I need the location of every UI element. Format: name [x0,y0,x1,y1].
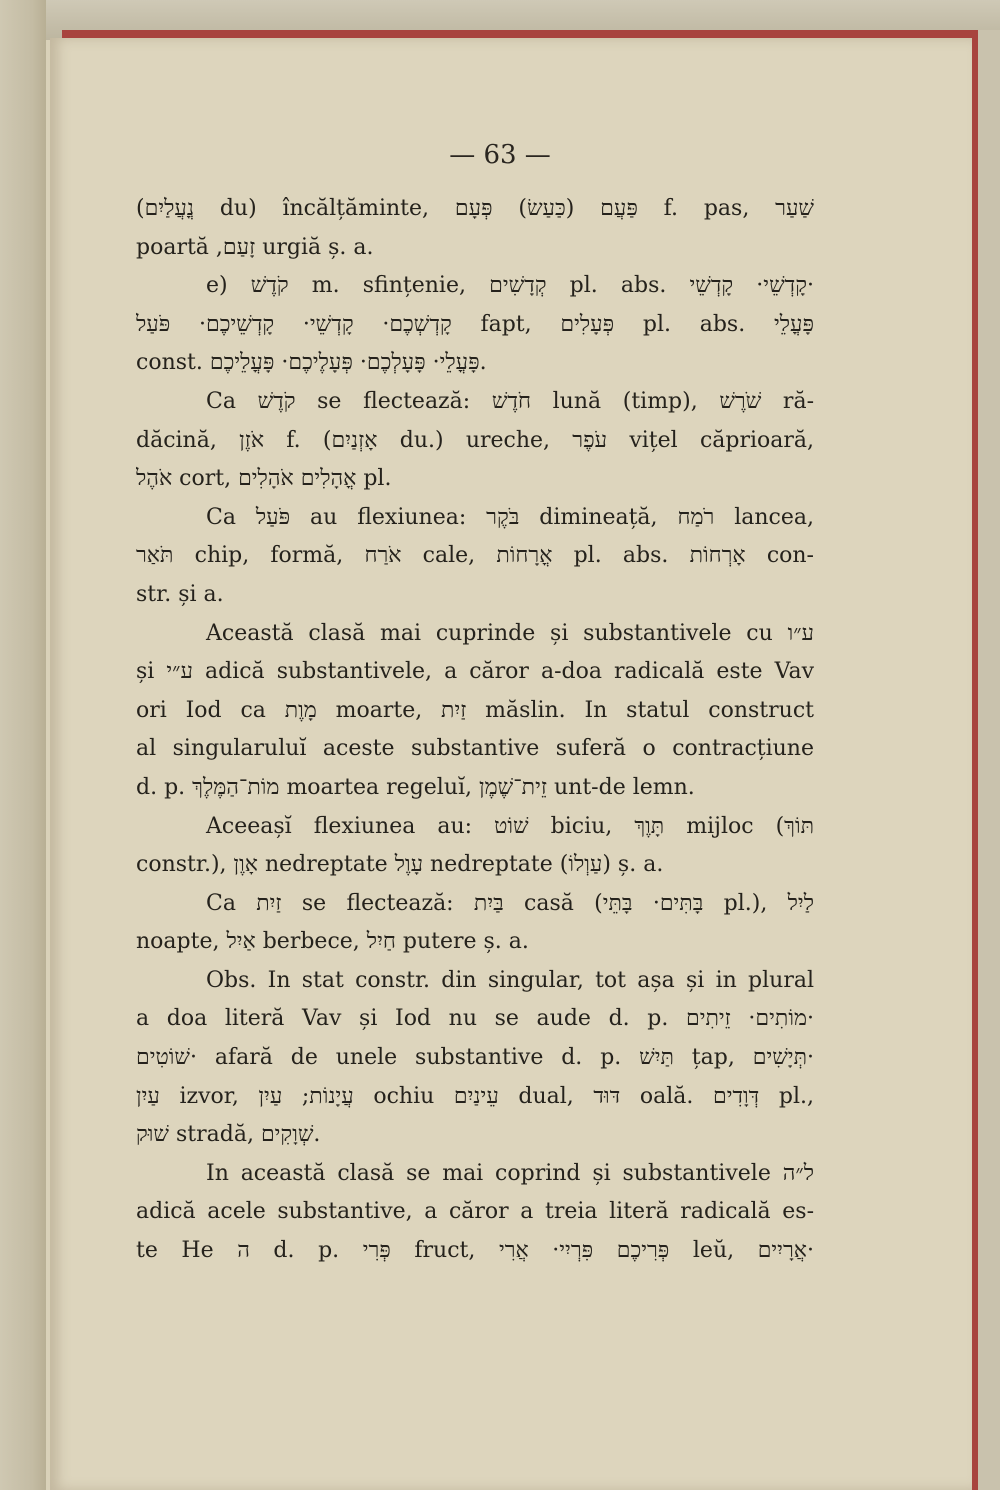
text-line: și ע״י adică substantivele, a căror a-doa radicală este Vav [136,659,814,685]
text-line: e) קֹדֶשׁ m. sfințenie, קְדָשִׁים pl. abs. קָדְשֵׁי· קָדְשֵׁי· [206,273,814,299]
text-line: ori Iod ca מָוֶת moarte, זַיִת măslin. In statul construct [136,697,814,723]
text-line: Această clasă mai cuprinde și substantivele cu ע״ו [206,620,814,646]
text-line: In această clasă se mai coprind și substantivele ל״ה [206,1160,814,1186]
page-text-body [136,190,814,1271]
red-binding-top [62,30,978,38]
text-line: Ca פֹּעַל au flexiunea: בֹּקֶר dimineață, רֹמַח lancea, [206,504,814,530]
text-line: al singularuluĭ aceste substantive suferă o contracțiune [136,736,814,762]
text-line: adică acele substantive, a căror a treia literă radicală es- [136,1199,814,1225]
text-line: קָדְשְׁכֶם· קָדְשֵׁי· קָדְשֵׁיכֶם· פֹּעַל fapt, פְּעָלִים pl. abs. פָּעֳלֵי [136,311,814,337]
text-line: poartă ,זָעַם urgiă ș. a. [136,234,374,260]
text-line: Ca זַיִת se flectează: בַּיִת casă (בָּתִּים· בָּתֵּי pl.), לַיִל [206,890,814,916]
text-line: תֹּאַר chip, formă, אֹרַח cale, אֳרָחוֹת pl. abs. אָרְחוֹת con- [136,543,814,569]
text-line: Aceeașĭ flexiunea au: שׁוֹט biciu, תָּוֶךְ mijloc (תּוֹךְ [206,813,814,839]
text-line: Ca קֹדֶשׁ se flectează: חֹדֶשׁ lună (timp), שֹׁרֶשׁ ră- [206,388,814,414]
book-spine [0,0,46,1490]
text-line: אֹהֶל cort, אֳהָלִים אֹהָלִים pl. [136,466,392,492]
text-line: const. פָּעֳלֵי· פָּעָלְכֶם· פְּעָלֶיכֶם· פָּעֳלֵיכֶם. [136,350,487,376]
text-line: constr.), אָוֶן nedreptate עָוֶל nedreptate (עַוְלוֹ) ș. a. [136,852,664,878]
text-line: str. și a. [136,581,224,607]
text-line: a doa literă Vav și Iod nu se aude d. p. מוֹתִים· זֵיתִים· [136,1006,814,1032]
text-line: Obs. In stat constr. din singular, tot așa și in plural [206,967,814,993]
text-line: (נֳעֲלַיִם du) încălțăminte, פַּעֲם (כַּעַשׂ) פְּעָם f. pas, שַׁעַר [136,196,814,221]
text-line: noapte, אַיִל berbece, חַיִל putere ș. a. [136,929,529,955]
text-line: te He ה d. p. פְּרִי fruct, פְּרִיכֶם פִּרְיִי· אֲרִי leŭ, אֲרָיִים· [136,1238,814,1264]
text-line: עַיִן izvor, עֲיָנוֹת; עַיִן ochiu עֵינַיִם dual, דּוּד oală. דְּוָדִים pl., [136,1083,814,1109]
text-line: שׁוֹטִים· afară de unele substantive d. p. תַּיִשׁ țap, תְּיָשִׁים· [136,1045,814,1071]
text-line: dăcină, אֹזֶן f. (אָזְנַיִם du.) ureche, עֹפֶר vițel căprioară, [136,427,814,453]
page-number: — 63 — [449,140,551,170]
text-line: שׁוּק stradă, שְׁוָקִים. [136,1122,321,1148]
text-line: d. p. מוֹת־הַמֶּלֶךְ moartea regeluĭ, זֵית־שֶׁמֶן unt-de lemn. [136,774,695,800]
